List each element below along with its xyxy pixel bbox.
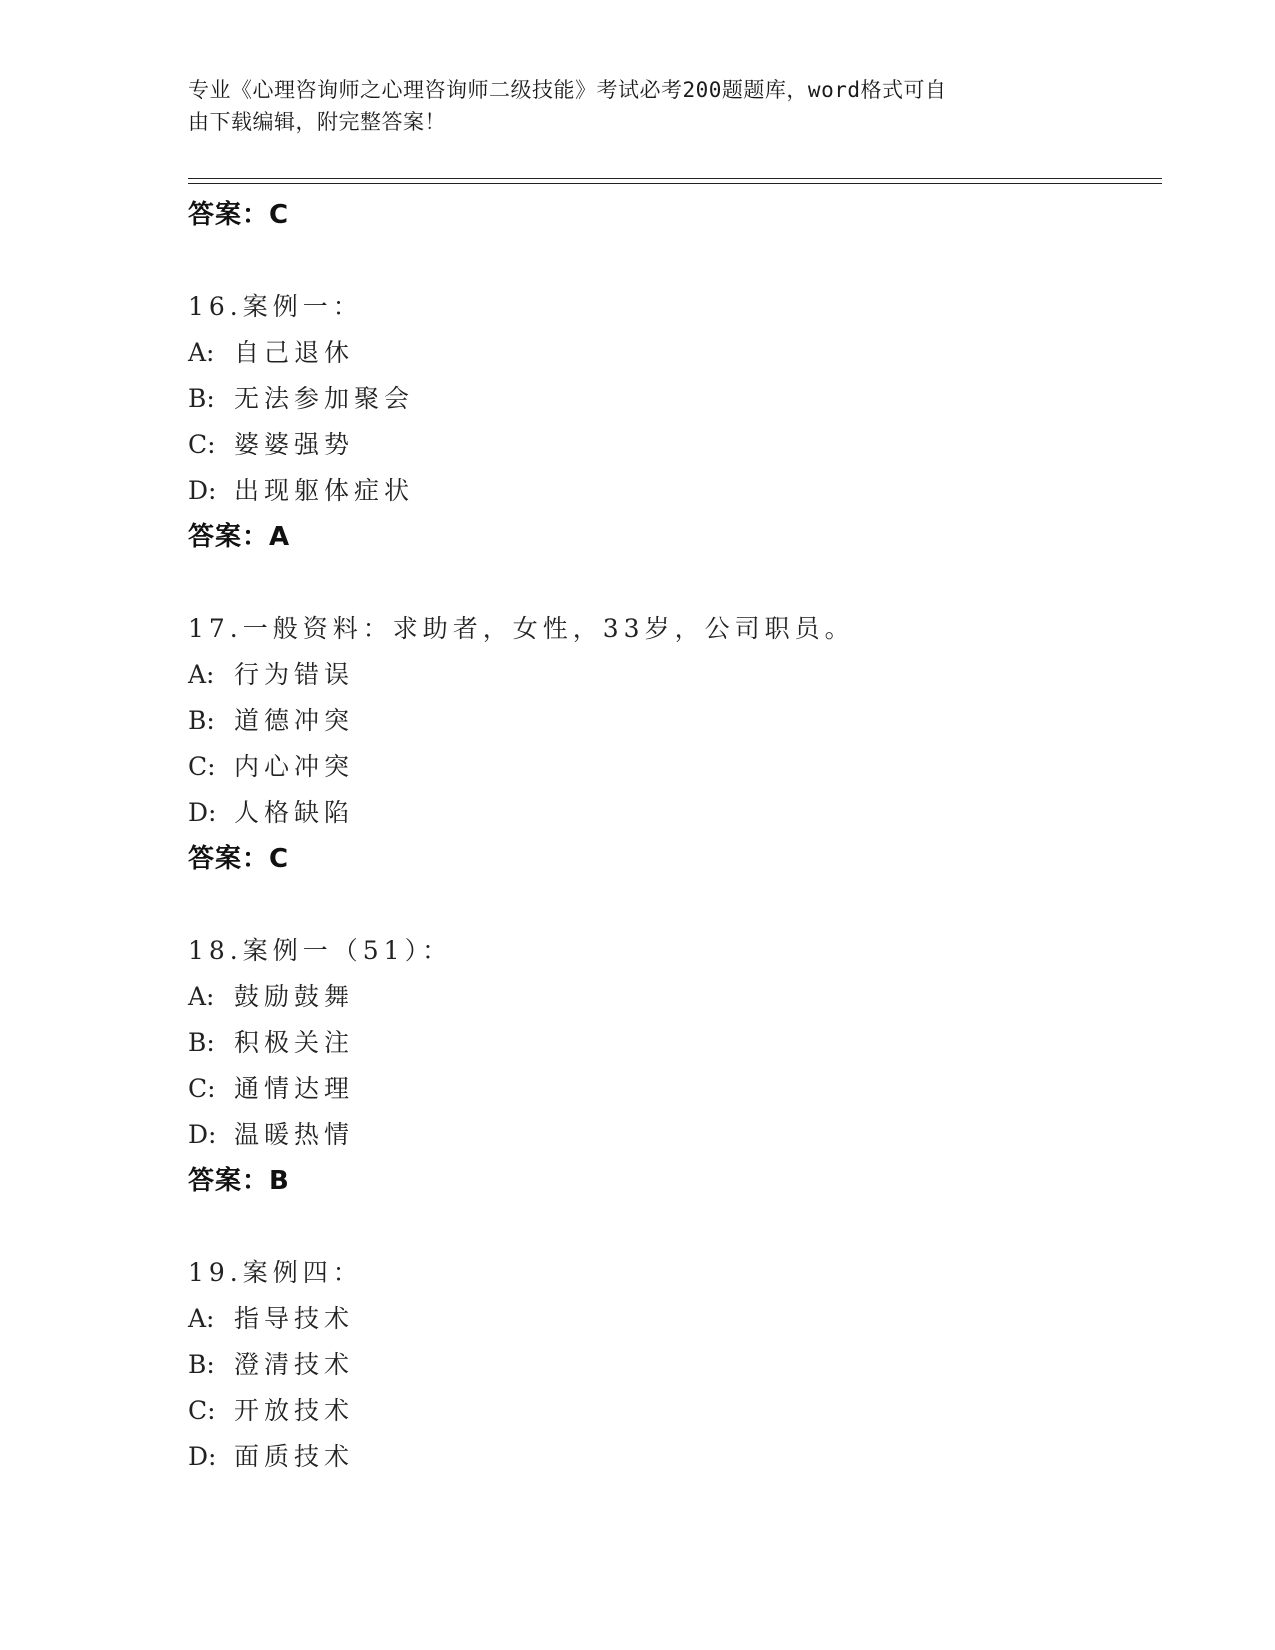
answer-line: 答案：A bbox=[188, 522, 291, 552]
question-title: 18.案例一（51）： bbox=[188, 936, 453, 965]
option-a bbox=[188, 974, 1162, 1020]
option-text: 内心冲突 bbox=[234, 752, 355, 781]
option-a bbox=[188, 652, 1162, 698]
option-c bbox=[188, 422, 1162, 468]
option-key: B: bbox=[188, 1028, 215, 1057]
question-title: 17.一般资料：求助者，女性，33岁，公司职员。 bbox=[188, 614, 855, 643]
question-title: 19.案例四： bbox=[188, 1258, 363, 1287]
spacer bbox=[188, 1204, 1162, 1250]
option-c bbox=[188, 1066, 1162, 1112]
option-key: A: bbox=[188, 982, 215, 1011]
option-key: C: bbox=[188, 752, 216, 781]
spacer bbox=[188, 560, 1162, 606]
option-text: 指导技术 bbox=[234, 1304, 355, 1333]
option-d bbox=[188, 790, 1162, 836]
option-text: 无法参加聚会 bbox=[234, 384, 415, 413]
question-block bbox=[188, 606, 1162, 882]
option-key: A: bbox=[188, 338, 215, 367]
option-d bbox=[188, 468, 1162, 514]
question-list bbox=[188, 192, 1162, 1480]
option-key: A: bbox=[188, 1304, 215, 1333]
question-title: 16.案例一： bbox=[188, 292, 363, 321]
option-key: B: bbox=[188, 384, 215, 413]
option-text: 出现躯体症状 bbox=[234, 476, 415, 505]
option-text: 澄清技术 bbox=[234, 1350, 355, 1379]
option-text: 积极关注 bbox=[234, 1028, 355, 1057]
option-b bbox=[188, 1020, 1162, 1066]
option-text: 通情达理 bbox=[234, 1074, 355, 1103]
question-block bbox=[188, 1250, 1162, 1480]
option-text: 人格缺陷 bbox=[234, 798, 355, 827]
answer-line: 答案：C bbox=[188, 200, 290, 230]
option-text: 行为错误 bbox=[234, 660, 355, 689]
header-divider-bottom bbox=[188, 183, 1162, 184]
option-b bbox=[188, 698, 1162, 744]
option-key: D: bbox=[188, 798, 217, 827]
option-key: D: bbox=[188, 1120, 217, 1149]
option-text: 自己退休 bbox=[234, 338, 355, 367]
option-text: 鼓励鼓舞 bbox=[234, 982, 355, 1011]
option-text: 婆婆强势 bbox=[234, 430, 355, 459]
option-b bbox=[188, 1342, 1162, 1388]
option-key: C: bbox=[188, 1396, 216, 1425]
option-key: C: bbox=[188, 430, 216, 459]
option-key: B: bbox=[188, 706, 215, 735]
answer-line: 答案：C bbox=[188, 844, 290, 874]
option-c bbox=[188, 744, 1162, 790]
option-a bbox=[188, 1296, 1162, 1342]
option-d bbox=[188, 1112, 1162, 1158]
spacer bbox=[188, 882, 1162, 928]
option-text: 道德冲突 bbox=[234, 706, 355, 735]
header-line-1: 专业《心理咨询师之心理咨询师二级技能》考试必考200题题库，word格式可自 bbox=[188, 78, 947, 102]
option-key: B: bbox=[188, 1350, 215, 1379]
option-b bbox=[188, 376, 1162, 422]
option-key: C: bbox=[188, 1074, 216, 1103]
option-key: A: bbox=[188, 660, 215, 689]
spacer bbox=[188, 238, 1162, 284]
question-block bbox=[188, 284, 1162, 560]
option-text: 温暖热情 bbox=[234, 1120, 355, 1149]
option-d bbox=[188, 1434, 1162, 1480]
question-block bbox=[188, 928, 1162, 1204]
page-header bbox=[188, 74, 1068, 138]
option-text: 开放技术 bbox=[234, 1396, 355, 1425]
option-key: D: bbox=[188, 476, 217, 505]
option-text: 面质技术 bbox=[234, 1442, 355, 1471]
header-divider-top bbox=[188, 178, 1162, 179]
option-a bbox=[188, 330, 1162, 376]
option-c bbox=[188, 1388, 1162, 1434]
option-key: D: bbox=[188, 1442, 217, 1471]
header-line-2: 由下载编辑，附完整答案！ bbox=[188, 110, 446, 134]
answer-line: 答案：B bbox=[188, 1166, 290, 1196]
